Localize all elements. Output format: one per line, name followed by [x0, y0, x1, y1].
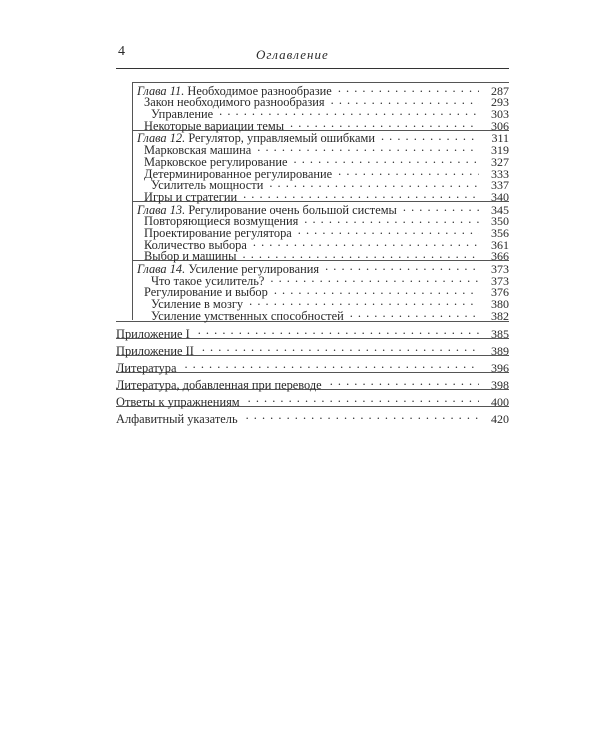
back-matter-title: Литература, добавленная при переводе — [116, 377, 322, 392]
running-title: Оглавление — [256, 47, 329, 62]
section-title: Некоторые вариации темы — [144, 118, 285, 133]
toc-section[interactable] — [137, 95, 509, 110]
toc-section[interactable] — [137, 273, 509, 288]
dot-leader — [184, 356, 479, 372]
toc-chapter-11[interactable] — [137, 83, 509, 98]
dot-leader — [269, 178, 479, 190]
page-ref: 366 — [491, 249, 509, 264]
toc-section[interactable] — [137, 225, 509, 240]
toc-chapter-12[interactable] — [137, 131, 509, 146]
chapter-title: Регулирование очень большой системы — [188, 202, 397, 217]
page-ref: 340 — [491, 189, 509, 204]
page-ref: 287 — [491, 83, 509, 98]
page-ref: 306 — [491, 118, 509, 133]
toc-chapter-13[interactable] — [137, 202, 509, 217]
page-ref: 400 — [491, 394, 509, 409]
dot-leader — [294, 154, 480, 166]
dot-leader — [325, 261, 479, 273]
toc-section[interactable] — [137, 214, 509, 229]
page-ref: 382 — [491, 308, 509, 323]
dot-leader — [298, 225, 479, 237]
section-title: Что такое усилитель? — [151, 273, 265, 288]
back-matter-title: Приложение I — [116, 326, 190, 341]
table-of-contents — [116, 82, 509, 426]
toc-section[interactable] — [137, 106, 509, 122]
dot-leader — [304, 214, 479, 226]
dot-leader — [274, 285, 479, 297]
dot-leader — [403, 202, 479, 214]
page-ref: 373 — [491, 273, 509, 288]
dot-leader — [381, 131, 479, 143]
toc-section[interactable] — [137, 178, 509, 193]
page-ref: 293 — [491, 95, 509, 110]
dot-leader — [219, 106, 479, 118]
dot-leader — [338, 83, 479, 95]
dot-leader — [257, 142, 479, 154]
dot-leader — [243, 249, 480, 261]
chapter-title: Усиление регулирования — [188, 262, 320, 276]
chapter-block-11 — [132, 82, 509, 133]
toc-section[interactable] — [137, 296, 509, 312]
toc-chapter-14[interactable] — [137, 261, 509, 276]
toc-section[interactable] — [137, 154, 509, 169]
page-ref: 420 — [491, 411, 509, 426]
page-ref: 361 — [491, 237, 509, 252]
page-ref: 319 — [491, 143, 509, 158]
chapter-title: Необходимое разнообразие — [187, 83, 332, 98]
dot-leader — [350, 308, 479, 320]
page-ref: 345 — [491, 202, 509, 217]
page-ref: 396 — [491, 360, 509, 375]
dot-leader — [290, 118, 479, 130]
page-ref: 303 — [491, 107, 509, 122]
dot-leader — [331, 95, 479, 107]
back-matter-title: Приложение II — [116, 343, 194, 358]
section-title: Выбор и машины — [144, 249, 237, 264]
dot-leader — [270, 273, 479, 285]
toc-section[interactable] — [137, 142, 509, 158]
page-ref: 337 — [491, 178, 509, 193]
dot-leader — [253, 237, 479, 249]
section-title: Количество выбора — [144, 237, 247, 252]
dot-leader — [248, 390, 479, 406]
chapter-label: Глава 13. — [137, 202, 186, 217]
dot-leader — [249, 296, 479, 308]
page-ref: 385 — [491, 326, 509, 341]
page-ref: 373 — [491, 262, 509, 276]
page-ref: 311 — [491, 131, 509, 146]
section-title: Проектирование регулятора — [144, 225, 292, 240]
section-title: Марковское регулирование — [144, 154, 288, 169]
toc-back-matter-item[interactable] — [116, 321, 509, 341]
page-ref: 333 — [491, 166, 509, 181]
page-number: 4 — [118, 44, 125, 59]
chapter-label: Глава 12. — [137, 131, 186, 146]
page-ref: 376 — [491, 285, 509, 300]
page-ref: 327 — [491, 154, 509, 169]
toc-section[interactable] — [137, 189, 509, 204]
chapter-label: Глава 11. — [137, 83, 185, 98]
chapter-label: Глава 14. — [137, 262, 186, 276]
chapter-title: Регулятор, управляемый ошибками — [188, 131, 375, 146]
section-title: Повторяющиеся возмущения — [144, 214, 299, 229]
dot-leader — [246, 407, 479, 423]
page-ref: 380 — [491, 297, 509, 312]
dot-leader — [202, 339, 479, 355]
chapter-block-13 — [132, 201, 509, 264]
toc-section[interactable] — [137, 308, 509, 323]
toc-section[interactable] — [137, 249, 509, 264]
section-title: Усиление умственных способностей — [151, 308, 344, 323]
section-title: Игры и стратегии — [144, 189, 238, 204]
dot-leader — [198, 322, 479, 338]
dot-leader — [243, 189, 479, 201]
section-title: Усилитель мощности — [151, 178, 264, 193]
section-title: Усиление в мозгу — [151, 297, 244, 312]
page-ref: 356 — [491, 225, 509, 240]
toc-section[interactable] — [137, 285, 509, 300]
toc-section[interactable] — [137, 118, 509, 133]
back-matter-title: Алфавитный указатель — [116, 411, 238, 426]
section-title: Регулирование и выбор — [144, 285, 268, 300]
back-matter — [116, 321, 509, 426]
section-title: Детерминированное регулирование — [144, 166, 333, 181]
page-ref: 389 — [491, 343, 509, 358]
back-matter-title: Литература — [116, 360, 177, 375]
section-title: Управление — [151, 107, 214, 122]
page-ref: 350 — [491, 214, 509, 229]
dot-leader — [338, 166, 479, 178]
dot-leader — [330, 373, 479, 389]
toc-section[interactable] — [137, 237, 509, 252]
chapter-block-12 — [132, 130, 509, 204]
toc-section[interactable] — [137, 166, 509, 181]
back-matter-title: Ответы к упражнениям — [116, 394, 240, 409]
chapter-block-14 — [132, 260, 509, 323]
section-title: Марковская машина — [144, 143, 252, 158]
page-ref: 398 — [491, 377, 509, 392]
header-rule — [116, 68, 509, 69]
section-title: Закон необходимого разнообразия — [144, 95, 325, 110]
